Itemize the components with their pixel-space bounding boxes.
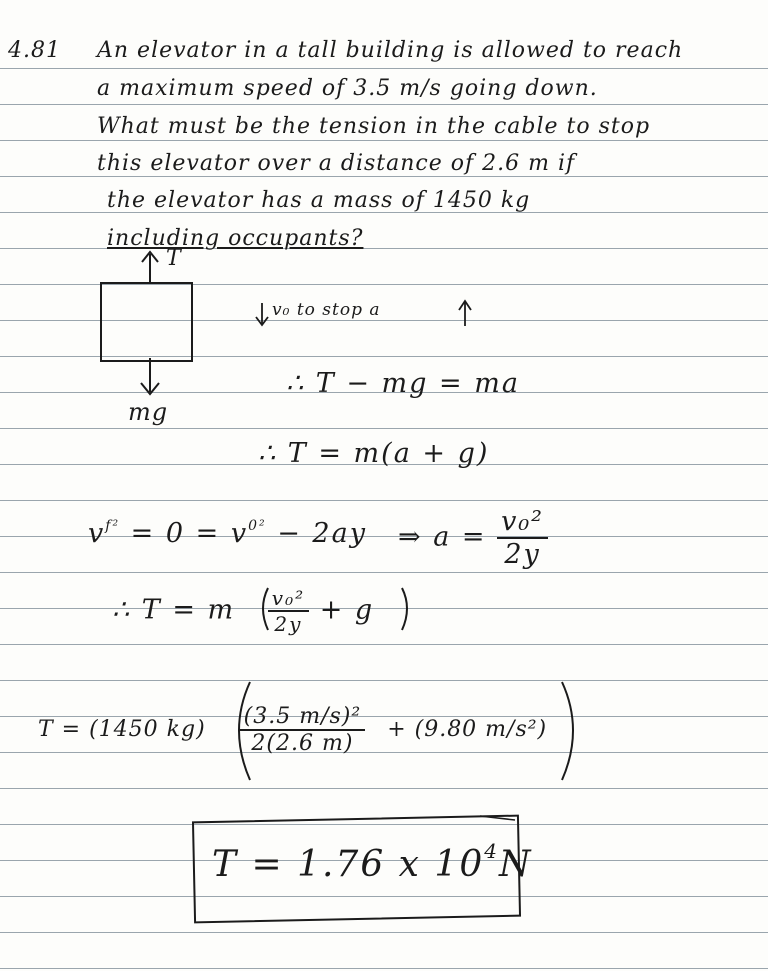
problem-line-1: An elevator in a tall building is allowed to reach xyxy=(97,38,684,63)
final-velocity: v xyxy=(88,518,106,549)
substitution-lead: T = (1450 kg) xyxy=(38,717,206,742)
answer-lhs: T = xyxy=(212,844,298,885)
kinematics-equation xyxy=(88,518,367,549)
acceleration-solution xyxy=(398,506,548,570)
tension-formula-fraction xyxy=(268,586,309,636)
problem-line-4: this elevator over a distance of 2.6 m if xyxy=(97,151,576,176)
acceleration-up-arrow xyxy=(459,301,471,326)
problem-line-3: What must be the tension in the cable to stop xyxy=(97,114,651,139)
tension-expression: ∴ T = m(a + g) xyxy=(258,438,490,469)
acceleration-fraction xyxy=(497,506,548,570)
tension-arrow xyxy=(142,252,158,282)
substitution-numerator: (3.5 m/s)² xyxy=(240,704,366,731)
answer-unit: N xyxy=(498,844,533,885)
tension-label: T xyxy=(166,246,182,271)
tension-formula-denominator: 2y xyxy=(274,612,303,636)
kinematics-end: − 2ay xyxy=(277,518,367,549)
vf-superscript: f² xyxy=(105,518,121,534)
velocity-down-arrow xyxy=(256,303,268,325)
substitution-tail: + (9.80 m/s²) xyxy=(387,717,548,742)
weight-arrow xyxy=(141,358,159,394)
problem-line-2: a maximum speed of 3.5 m/s going down. xyxy=(97,76,598,101)
problem-line-6: including occupants? xyxy=(107,226,364,251)
kinematics-middle: = 0 = v xyxy=(130,518,249,549)
acceleration-numerator: v₀² xyxy=(497,506,548,539)
problem-number: 4.81 xyxy=(8,38,61,63)
tension-formula xyxy=(112,586,374,636)
answer-exponent: 4 xyxy=(484,839,499,863)
answer-mantissa: 1.76 x 10 xyxy=(297,844,485,885)
substitution-equation xyxy=(38,704,547,756)
newton-second-law: ∴ T − mg = ma xyxy=(286,368,520,399)
tension-formula-tail: + g xyxy=(319,594,375,626)
final-answer xyxy=(212,839,533,885)
substitution-denominator: 2(2.6 m) xyxy=(251,731,354,756)
v0-superscript: 0² xyxy=(248,518,267,534)
tension-formula-lead: ∴ T = m xyxy=(112,594,236,626)
elevator-box xyxy=(100,282,193,362)
implies: ⇒ a = xyxy=(398,521,487,553)
motion-note: v₀ to stop a xyxy=(272,300,381,320)
substitution-fraction xyxy=(240,704,366,756)
acceleration-denominator: 2y xyxy=(504,539,541,570)
problem-line-5: the elevator has a mass of 1450 kg xyxy=(107,188,531,213)
weight-label: mg xyxy=(128,398,169,426)
tension-formula-numerator: v₀² xyxy=(268,586,309,612)
